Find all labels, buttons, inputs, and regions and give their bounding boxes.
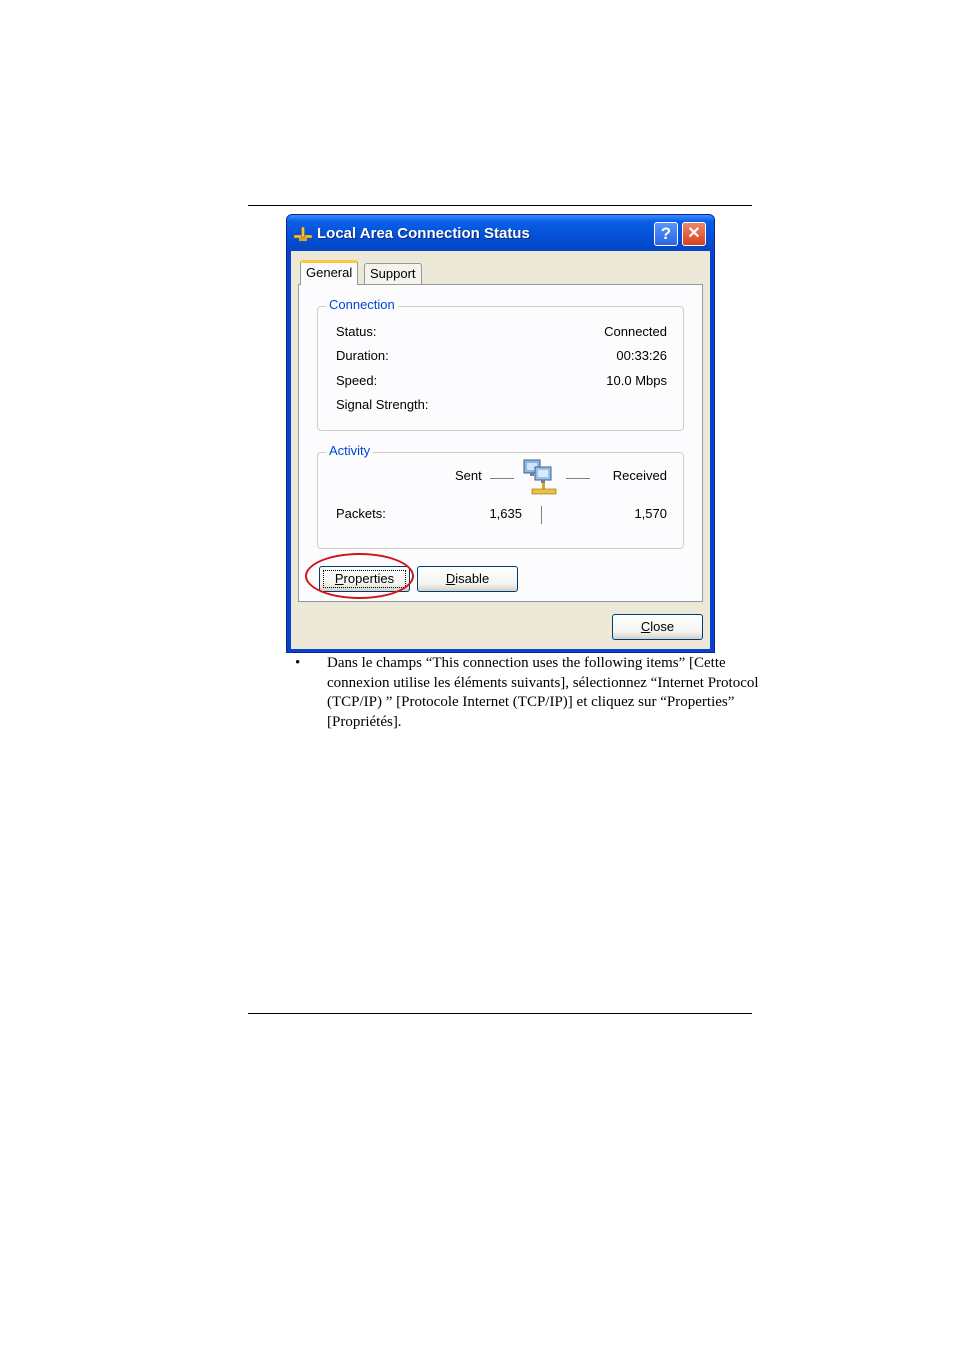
packets-received-value: 1,570 bbox=[634, 506, 667, 521]
bottom-rule bbox=[248, 1013, 752, 1014]
help-button[interactable] bbox=[654, 222, 678, 246]
title-close-button[interactable] bbox=[682, 222, 706, 246]
packets-sent-value: 1,635 bbox=[489, 506, 522, 521]
received-label: Received bbox=[612, 468, 667, 483]
properties-highlight-circle bbox=[305, 553, 414, 599]
properties-label: roperties bbox=[343, 571, 395, 586]
instruction-list bbox=[290, 654, 760, 732]
sent-label: Sent bbox=[455, 468, 482, 483]
title-bar[interactable] bbox=[287, 215, 714, 251]
close-accel: C bbox=[640, 619, 651, 634]
disable-accel: D bbox=[445, 571, 456, 586]
disable-label: isable bbox=[455, 571, 490, 586]
status-label: Status: bbox=[336, 324, 377, 339]
instruction-text: Dans le champs “This connection uses the following items” [Cette connexion utilise les éléments suivants], sélectionnez “Internet Protocol (TCP/IP) ” [Protocole Internet (TCP/IP)] et cliquez sur “Properties” [Propriétés]. bbox=[327, 655, 759, 730]
disable-button[interactable] bbox=[417, 566, 518, 592]
sent-line bbox=[490, 478, 514, 479]
packets-divider bbox=[541, 506, 542, 524]
network-activity-icon bbox=[518, 456, 562, 500]
speed-value: 10.0 Mbps bbox=[606, 373, 667, 388]
close-icon: ✕ bbox=[687, 225, 701, 242]
received-line bbox=[566, 478, 590, 479]
network-connection-icon bbox=[293, 225, 313, 243]
tab-general[interactable]: General bbox=[300, 260, 358, 285]
close-button[interactable] bbox=[612, 614, 703, 640]
duration-value: 00:33:26 bbox=[616, 348, 667, 363]
bullet-icon: • bbox=[295, 655, 301, 671]
duration-label: Duration: bbox=[336, 348, 389, 363]
top-rule bbox=[248, 205, 752, 206]
speed-label: Speed: bbox=[336, 373, 378, 388]
status-value: Connected bbox=[604, 324, 667, 339]
properties-accel: P bbox=[334, 571, 344, 586]
activity-group bbox=[317, 443, 684, 549]
question-icon: ? bbox=[660, 224, 672, 243]
window-title: Local Area Connection Status bbox=[317, 225, 530, 242]
signal-strength-label: Signal Strength: bbox=[336, 397, 429, 412]
instruction-item bbox=[290, 654, 760, 732]
tab-support[interactable]: Support bbox=[364, 263, 422, 285]
connection-legend: Connection bbox=[326, 297, 398, 312]
connection-group bbox=[317, 297, 684, 431]
close-label: lose bbox=[650, 619, 675, 634]
activity-legend: Activity bbox=[326, 443, 373, 458]
packets-label: Packets: bbox=[336, 506, 386, 521]
